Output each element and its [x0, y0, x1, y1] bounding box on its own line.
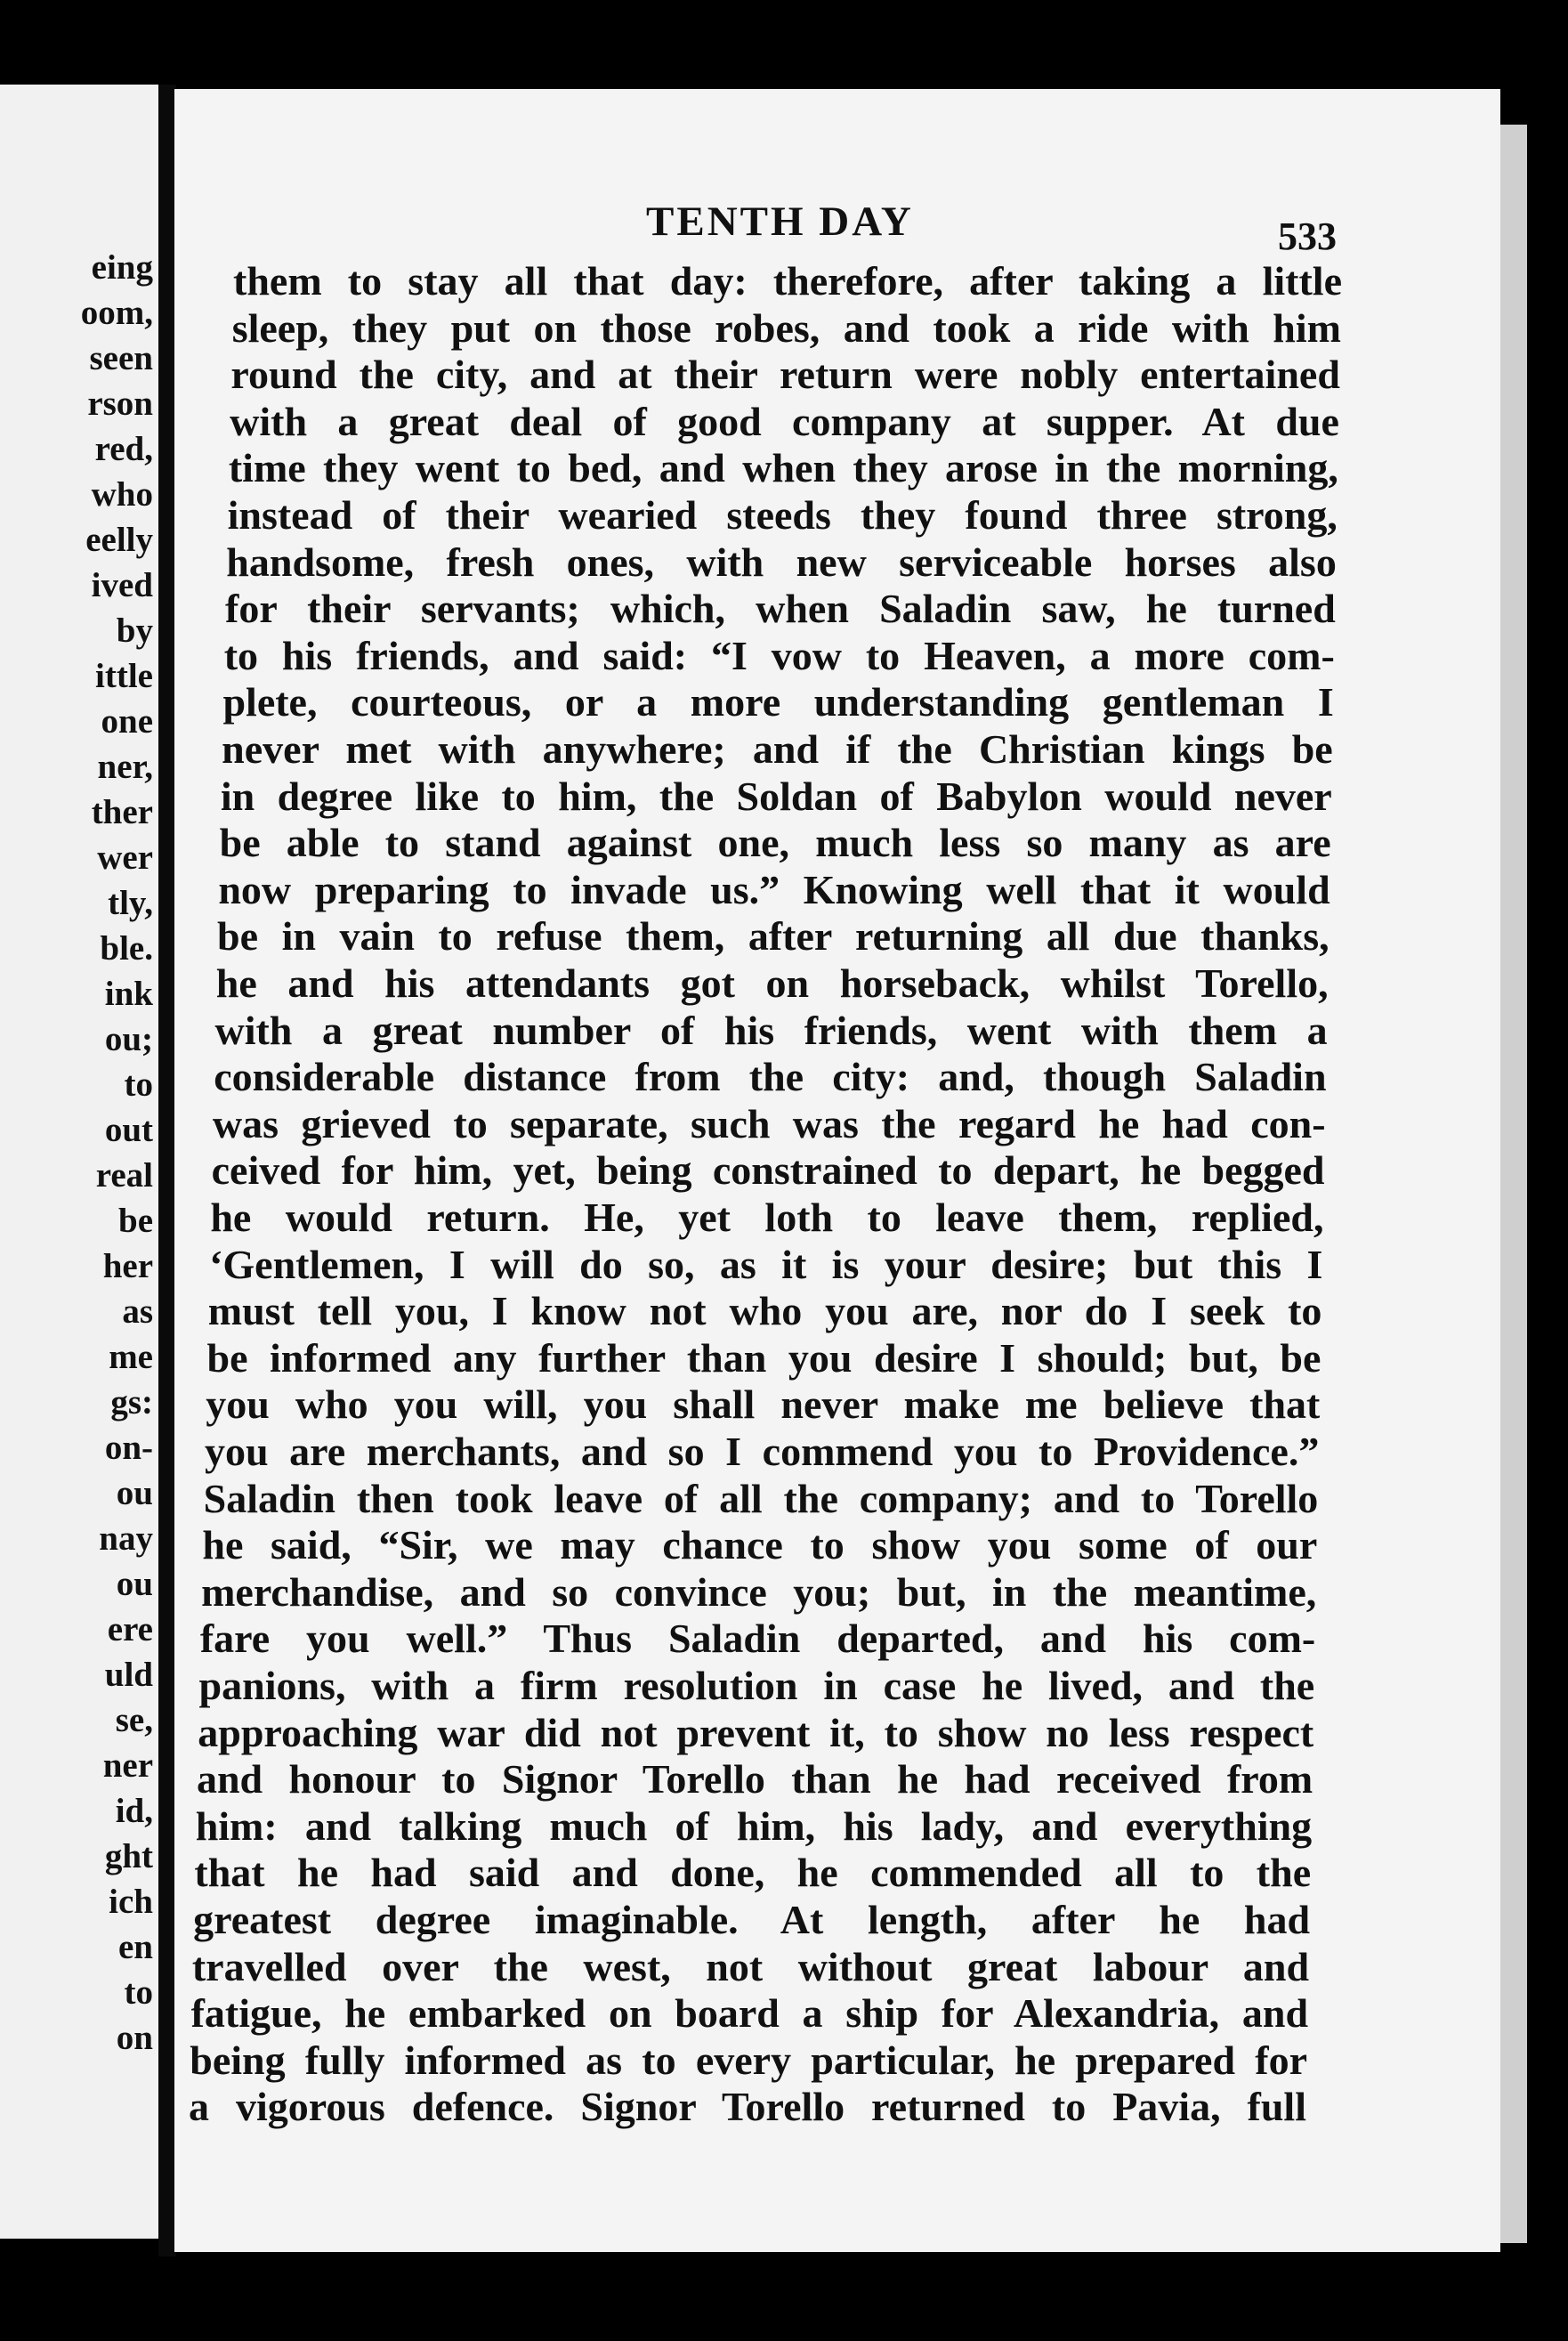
text-line: approaching war did not prevent it, to show no less respect [198, 1709, 1314, 1755]
facing-page-line: gs: [110, 1383, 153, 1422]
page-edge [1500, 125, 1527, 2243]
facing-page-line: by [116, 612, 153, 650]
text-line: with a great deal of good company at supper. At due [230, 398, 1339, 444]
text-line: was grieved to separate, such was the regard he had con- [212, 1100, 1326, 1146]
text-line: fare you well.” Thus Saladin departed, and his com- [199, 1616, 1316, 1662]
facing-page-line: ou [116, 1565, 153, 1603]
text-line: merchandise, and so convince you; but, in the meantime, [201, 1568, 1317, 1615]
text-line: be informed any further than you desire I should; but, be [206, 1334, 1321, 1381]
facing-page-line: one [101, 702, 153, 741]
facing-page-line: to [124, 1973, 153, 2012]
facing-page-line: on- [104, 1429, 153, 1467]
text-line: travelled over the west, not without great labour and [191, 1943, 1310, 1989]
book-page [174, 89, 1500, 2252]
facing-page-line: ou; [104, 1020, 153, 1058]
facing-page-line: as [122, 1292, 153, 1331]
text-line: considerable distance from the city: and, though Saladin [214, 1054, 1327, 1100]
facing-page-edge [0, 85, 160, 2239]
facing-page-line: ner [102, 1746, 153, 1785]
text-line: Saladin then took leave of all the company; and to Torello [203, 1475, 1319, 1521]
facing-page-line: uld [104, 1656, 153, 1694]
text-line: time they went to bed, and when they arose in the morning, [228, 445, 1338, 491]
facing-page-line: ner, [97, 748, 153, 786]
text-line: to his friends, and said: “I vow to Heaven, a more com- [223, 632, 1335, 678]
text-line: never met with anywhere; and if the Christian kings be [222, 726, 1333, 772]
text-line: and honour to Signor Torello than he had received from [196, 1756, 1313, 1802]
facing-page-line: ere [107, 1610, 153, 1648]
text-line: sleep, they put on those robes, and took a ride with him [231, 304, 1341, 351]
facing-page-line: en [118, 1928, 153, 1966]
text-line: now preparing to invade us.” Knowing well that it would [218, 866, 1330, 912]
text-line: he would return. He, yet loth to leave them, replied, [210, 1195, 1324, 1240]
facing-page-line: real [95, 1156, 153, 1195]
facing-page-line: out [104, 1111, 153, 1149]
text-line: be in vain to refuse them, after returning all due thanks, [217, 913, 1330, 960]
text-line: be able to stand against one, much less so many as are [219, 820, 1331, 866]
text-line: with a great number of his friends, went with them a [214, 1007, 1328, 1053]
facing-page-line: ink [104, 975, 153, 1013]
text-line: being fully informed as to every particular, he prepared for [190, 2037, 1308, 2083]
text-line: him: and talking much of him, his lady, and everything [195, 1802, 1313, 1849]
text-line: handsome, fresh ones, with new serviceable horses also [226, 539, 1337, 585]
text-line: for their servants; which, when Saladin saw, he turned [225, 586, 1336, 632]
facing-page-line: oom, [80, 294, 153, 332]
book-gutter [158, 85, 176, 2256]
facing-page-line: to [124, 1065, 153, 1104]
facing-page-line: id, [115, 1792, 153, 1830]
facing-page-line: seen [89, 339, 153, 377]
text-line: fatigue, he embarked on board a ship for Alexandria, and [190, 1990, 1309, 2037]
text-line: panions, with a firm resolution in case he lived, and the [198, 1663, 1315, 1708]
facing-page-line: ich [109, 1883, 153, 1921]
facing-page-line: rson [87, 385, 153, 423]
text-line: you are merchants, and so I commend you to Providence.” [204, 1429, 1320, 1474]
text-line: you who you will, you shall never make me believe that [206, 1381, 1321, 1428]
text-line: instead of their wearied steeds they found three strong, [227, 492, 1338, 538]
facing-page-line: ther [91, 793, 153, 831]
facing-page-line: red, [94, 430, 153, 468]
text-line: in degree like to him, the Soldan of Babylon would never [220, 773, 1332, 819]
facing-page-line: ived [91, 566, 153, 604]
facing-page-line: eelly [85, 521, 153, 559]
text-line: a vigorous defence. Signor Torello returned to Pavia, full [189, 2084, 1306, 2130]
text-line: must tell you, I know not who you are, nor do I seek to [207, 1288, 1322, 1334]
page-number: 533 [1278, 215, 1337, 258]
facing-page-line: tly, [108, 884, 153, 922]
facing-page-line: her [102, 1247, 153, 1285]
text-line: plete, courteous, or a more understanding gentleman I [222, 679, 1334, 725]
facing-page-line: ittle [95, 657, 153, 695]
facing-page-text [81, 245, 153, 2061]
facing-page-line: ght [104, 1837, 153, 1875]
facing-page-line: se, [115, 1701, 153, 1739]
text-line: ceived for him, yet, being constrained to depart, he begged [211, 1147, 1325, 1194]
facing-page-line: me [109, 1338, 153, 1376]
text-line: them to stay all that day: therefore, after taking a little [233, 258, 1342, 304]
text-line: he and his attendants got on horseback, whilst Torello, [215, 960, 1329, 1006]
facing-page-line: be [118, 1202, 153, 1240]
text-line: greatest degree imaginable. At length, after he had [193, 1897, 1311, 1942]
facing-page-line: who [91, 475, 153, 514]
text-line: he said, “Sir, we may chance to show you some of our [202, 1522, 1318, 1568]
facing-page-line: ble. [100, 929, 153, 968]
facing-page-line: on [116, 2019, 153, 2057]
facing-page-line: wer [97, 838, 153, 877]
facing-page-line: eing [91, 248, 153, 287]
facing-page-line: ou [116, 1474, 153, 1512]
facing-page-line: nay [99, 1519, 153, 1558]
text-line: round the city, and at their return were nobly entertained [230, 352, 1340, 398]
text-line: that he had said and done, he commended all to the [194, 1850, 1312, 1896]
text-line: ‘Gentlemen, I will do so, as it is your desire; but this I [209, 1241, 1323, 1287]
running-head: TENTH DAY [646, 198, 914, 245]
